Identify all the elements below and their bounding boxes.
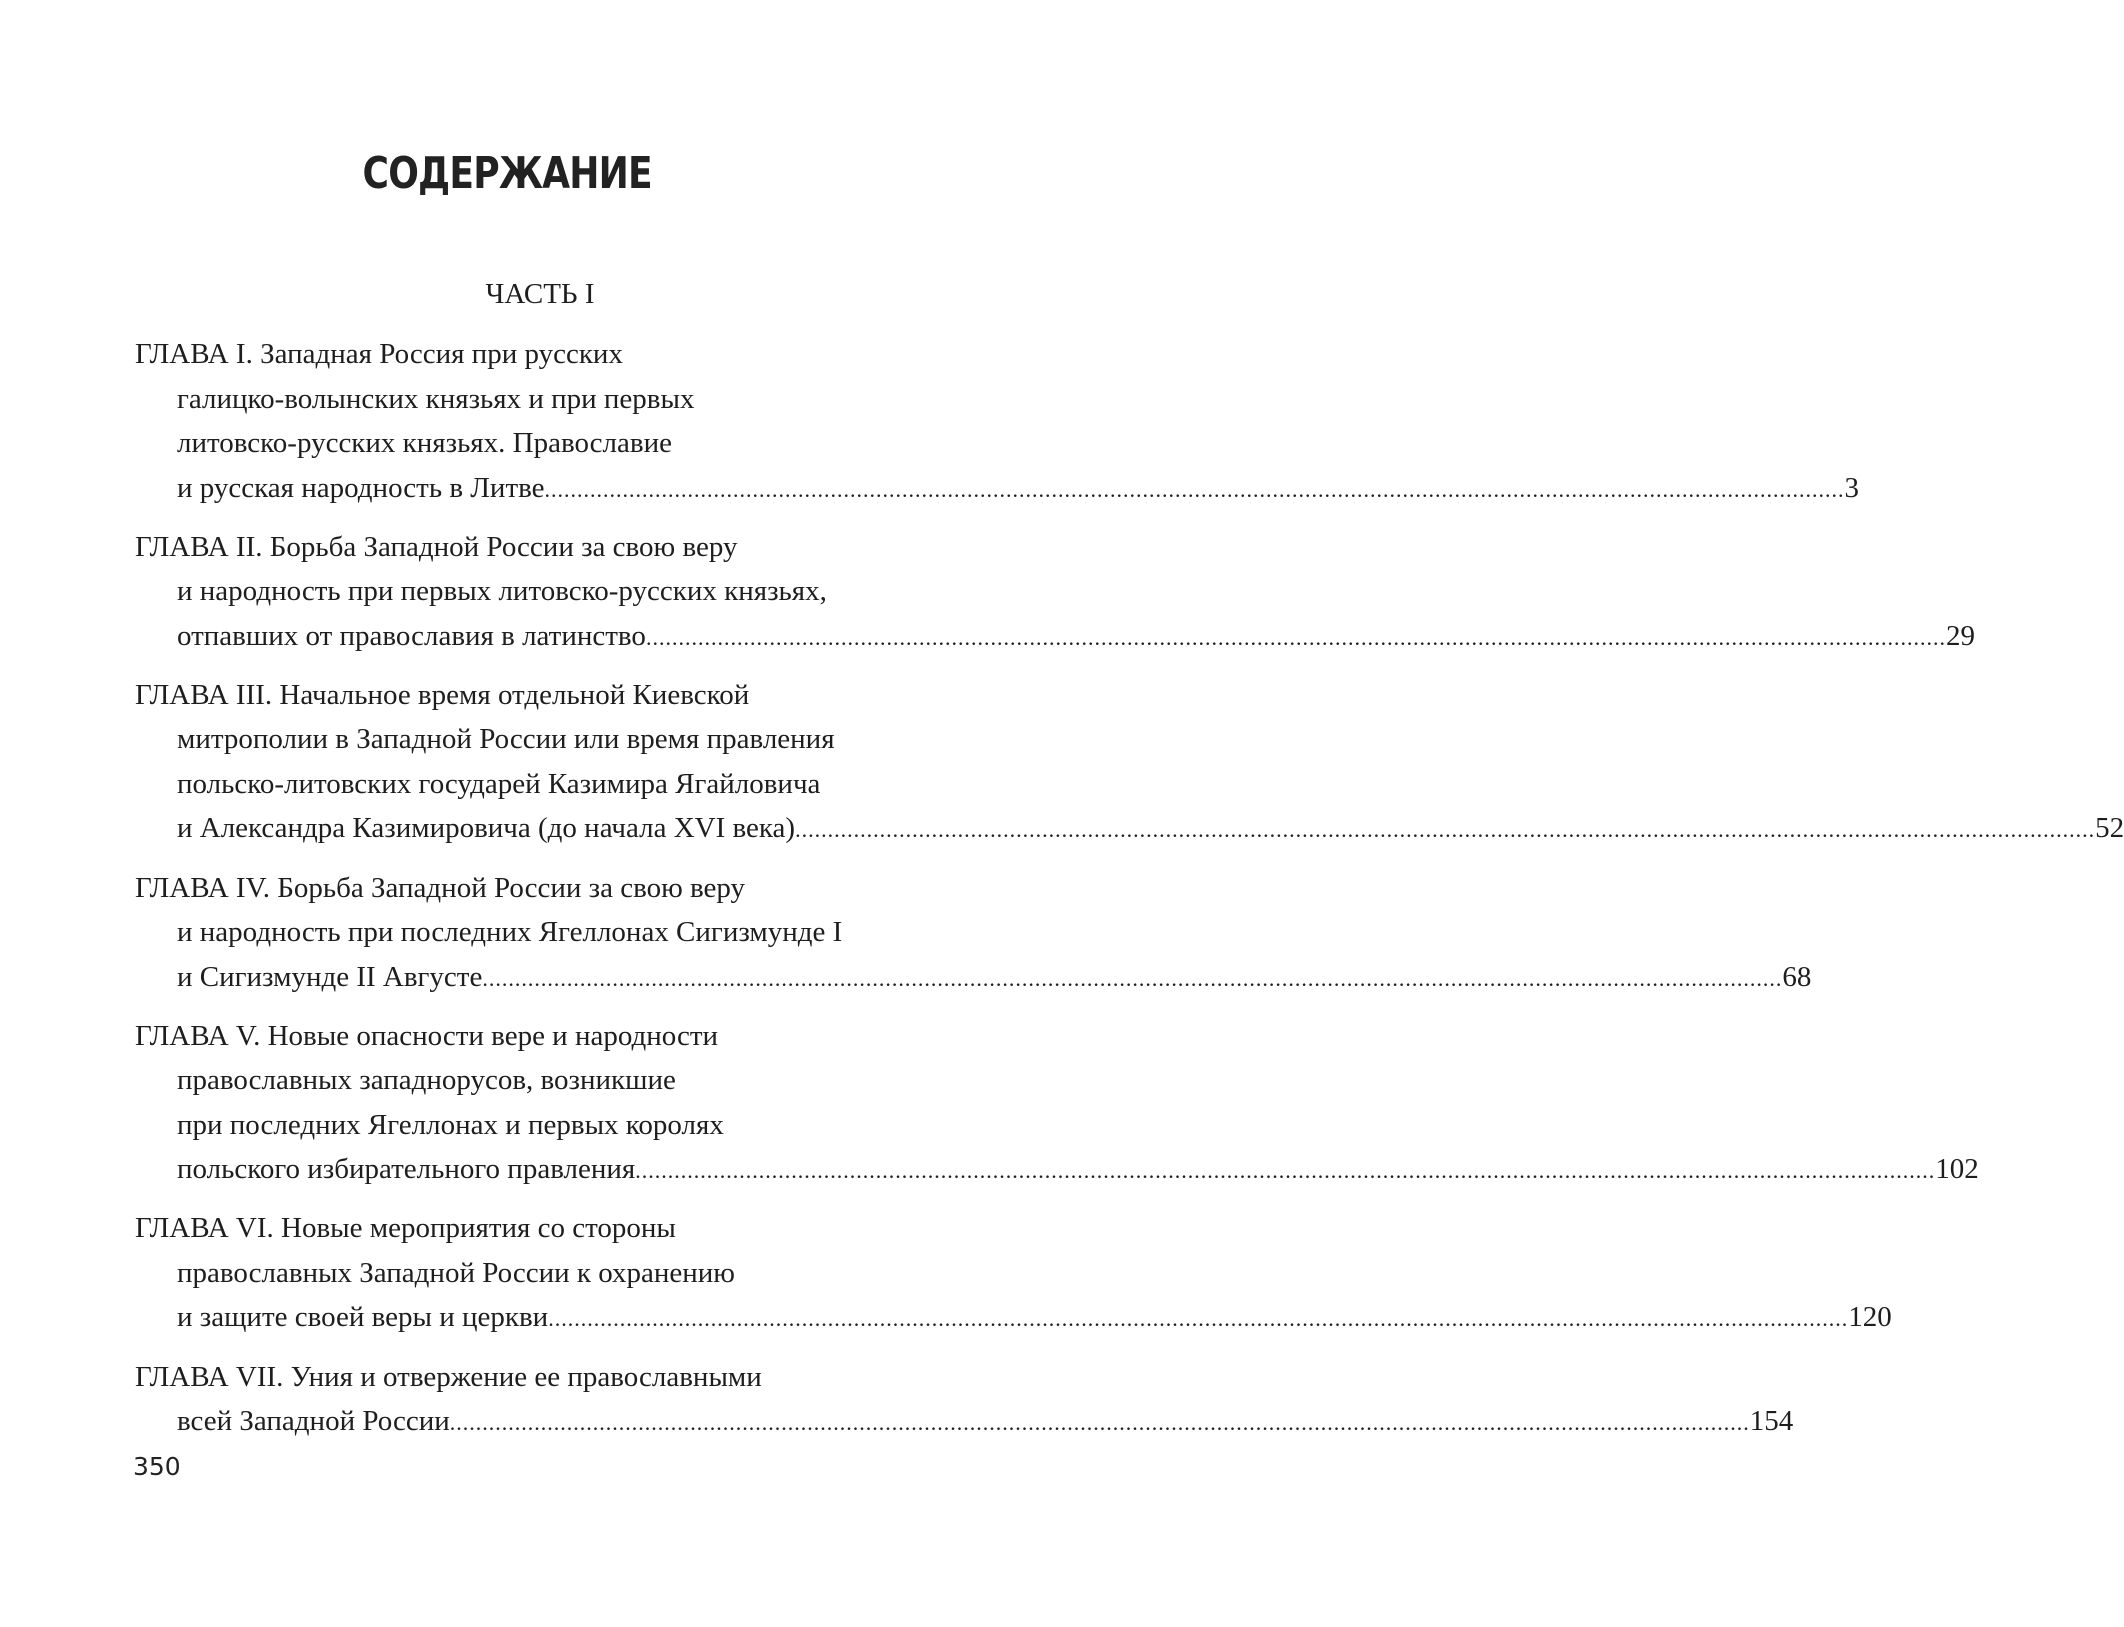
toc-entry-line: митрополии в Западной России или время правления [177, 723, 835, 756]
toc-entry-line: галицко-волынских князьях и при первых [177, 382, 695, 415]
toc-entry-last-line [135, 806, 2124, 851]
toc-entry-line: и Александра Казимировича (до начала XVI века) [177, 812, 796, 845]
page-title: СОДЕРЖАНИЕ [362, 148, 652, 199]
toc-entry-line: отпавших от православия в латинство [177, 619, 646, 652]
toc-entry-line: и народность при последних Ягеллонах Сигизмунде I [177, 916, 843, 949]
toc-entry-line: польско-литовских государей Казимира Ягайловича [177, 767, 821, 800]
table-of-contents [135, 332, 2124, 1444]
toc-entry-title: ГЛАВА II. Борьба Западной России за свою веру [135, 530, 738, 563]
toc-entry-title: ГЛАВА V. Новые опасности вере и народности [135, 1019, 719, 1052]
toc-page-number: 29 [1945, 619, 1975, 652]
toc-page-number: 120 [1848, 1301, 1892, 1334]
toc-page-number: 154 [1749, 1405, 1794, 1438]
toc-entry [135, 673, 2124, 851]
dot-leader: ........................................................................................................................................................................................................ [795, 817, 2096, 843]
toc-entry-line: православных Западной России к охранению [177, 1256, 735, 1289]
toc-entry-line: польского избирательного правления [177, 1153, 636, 1186]
toc-entry [135, 1014, 1979, 1192]
toc-entry-line: всей Западной России [177, 1405, 450, 1438]
dot-leader: ........................................................................................................................................................................................................ [548, 1306, 1849, 1332]
toc-entry-line: при последних Ягеллонах и первых королях [177, 1108, 724, 1141]
toc-entry [135, 332, 1860, 510]
dot-leader: ........................................................................................................................................................................................................ [482, 965, 1783, 991]
page-number: 350 [133, 1452, 181, 1481]
toc-entry-title: ГЛАВА VI. Новые мероприятия со стороны [135, 1212, 676, 1245]
toc-page-number: 68 [1782, 960, 1812, 993]
toc-entry-last-line [135, 614, 1975, 659]
part-heading: ЧАСТЬ I [485, 278, 595, 310]
dot-leader: ........................................................................................................................................................................................................ [544, 476, 1845, 502]
toc-entry-title: ГЛАВА IV. Борьба Западной России за свою веру [135, 871, 746, 904]
toc-entry-title: ГЛАВА I. Западная Россия при русских [135, 338, 623, 370]
toc-page-number: 102 [1935, 1153, 1979, 1186]
toc-entry-line: и защите своей веры и церкви [177, 1301, 549, 1334]
toc-entry [135, 1355, 1794, 1444]
toc-entry [135, 866, 1812, 1000]
toc-entry-line: и Сигизмунде II Августе [177, 960, 483, 993]
toc-entry-last-line [135, 1399, 1794, 1444]
toc-entry-last-line [135, 955, 1812, 1000]
toc-page-number: 52 [2095, 812, 2124, 845]
toc-entry-last-line [135, 1295, 1892, 1340]
toc-entry [135, 525, 1975, 659]
dot-leader: ........................................................................................................................................................................................................ [635, 1158, 1936, 1184]
toc-entry-line: и народность при первых литовско-русских князьях, [177, 575, 827, 608]
toc-entry-line: православных западнорусов, возникшие [177, 1064, 676, 1097]
toc-entry-title: ГЛАВА VII. Уния и отвержение ее православными [135, 1360, 762, 1393]
toc-page-number: 3 [1844, 471, 1860, 504]
toc-entry-line: и русская народность в Литве [177, 471, 545, 504]
dot-leader: ........................................................................................................................................................................................................ [645, 624, 1946, 650]
toc-entry-title: ГЛАВА III. Начальное время отдельной Киевской [135, 678, 750, 711]
toc-entry-last-line [135, 466, 1860, 511]
toc-entry-line: литовско-русских князьях. Православие [177, 427, 672, 459]
dot-leader: ........................................................................................................................................................................................................ [449, 1410, 1750, 1436]
toc-entry-last-line [135, 1147, 1979, 1192]
toc-entry [135, 1206, 1892, 1340]
